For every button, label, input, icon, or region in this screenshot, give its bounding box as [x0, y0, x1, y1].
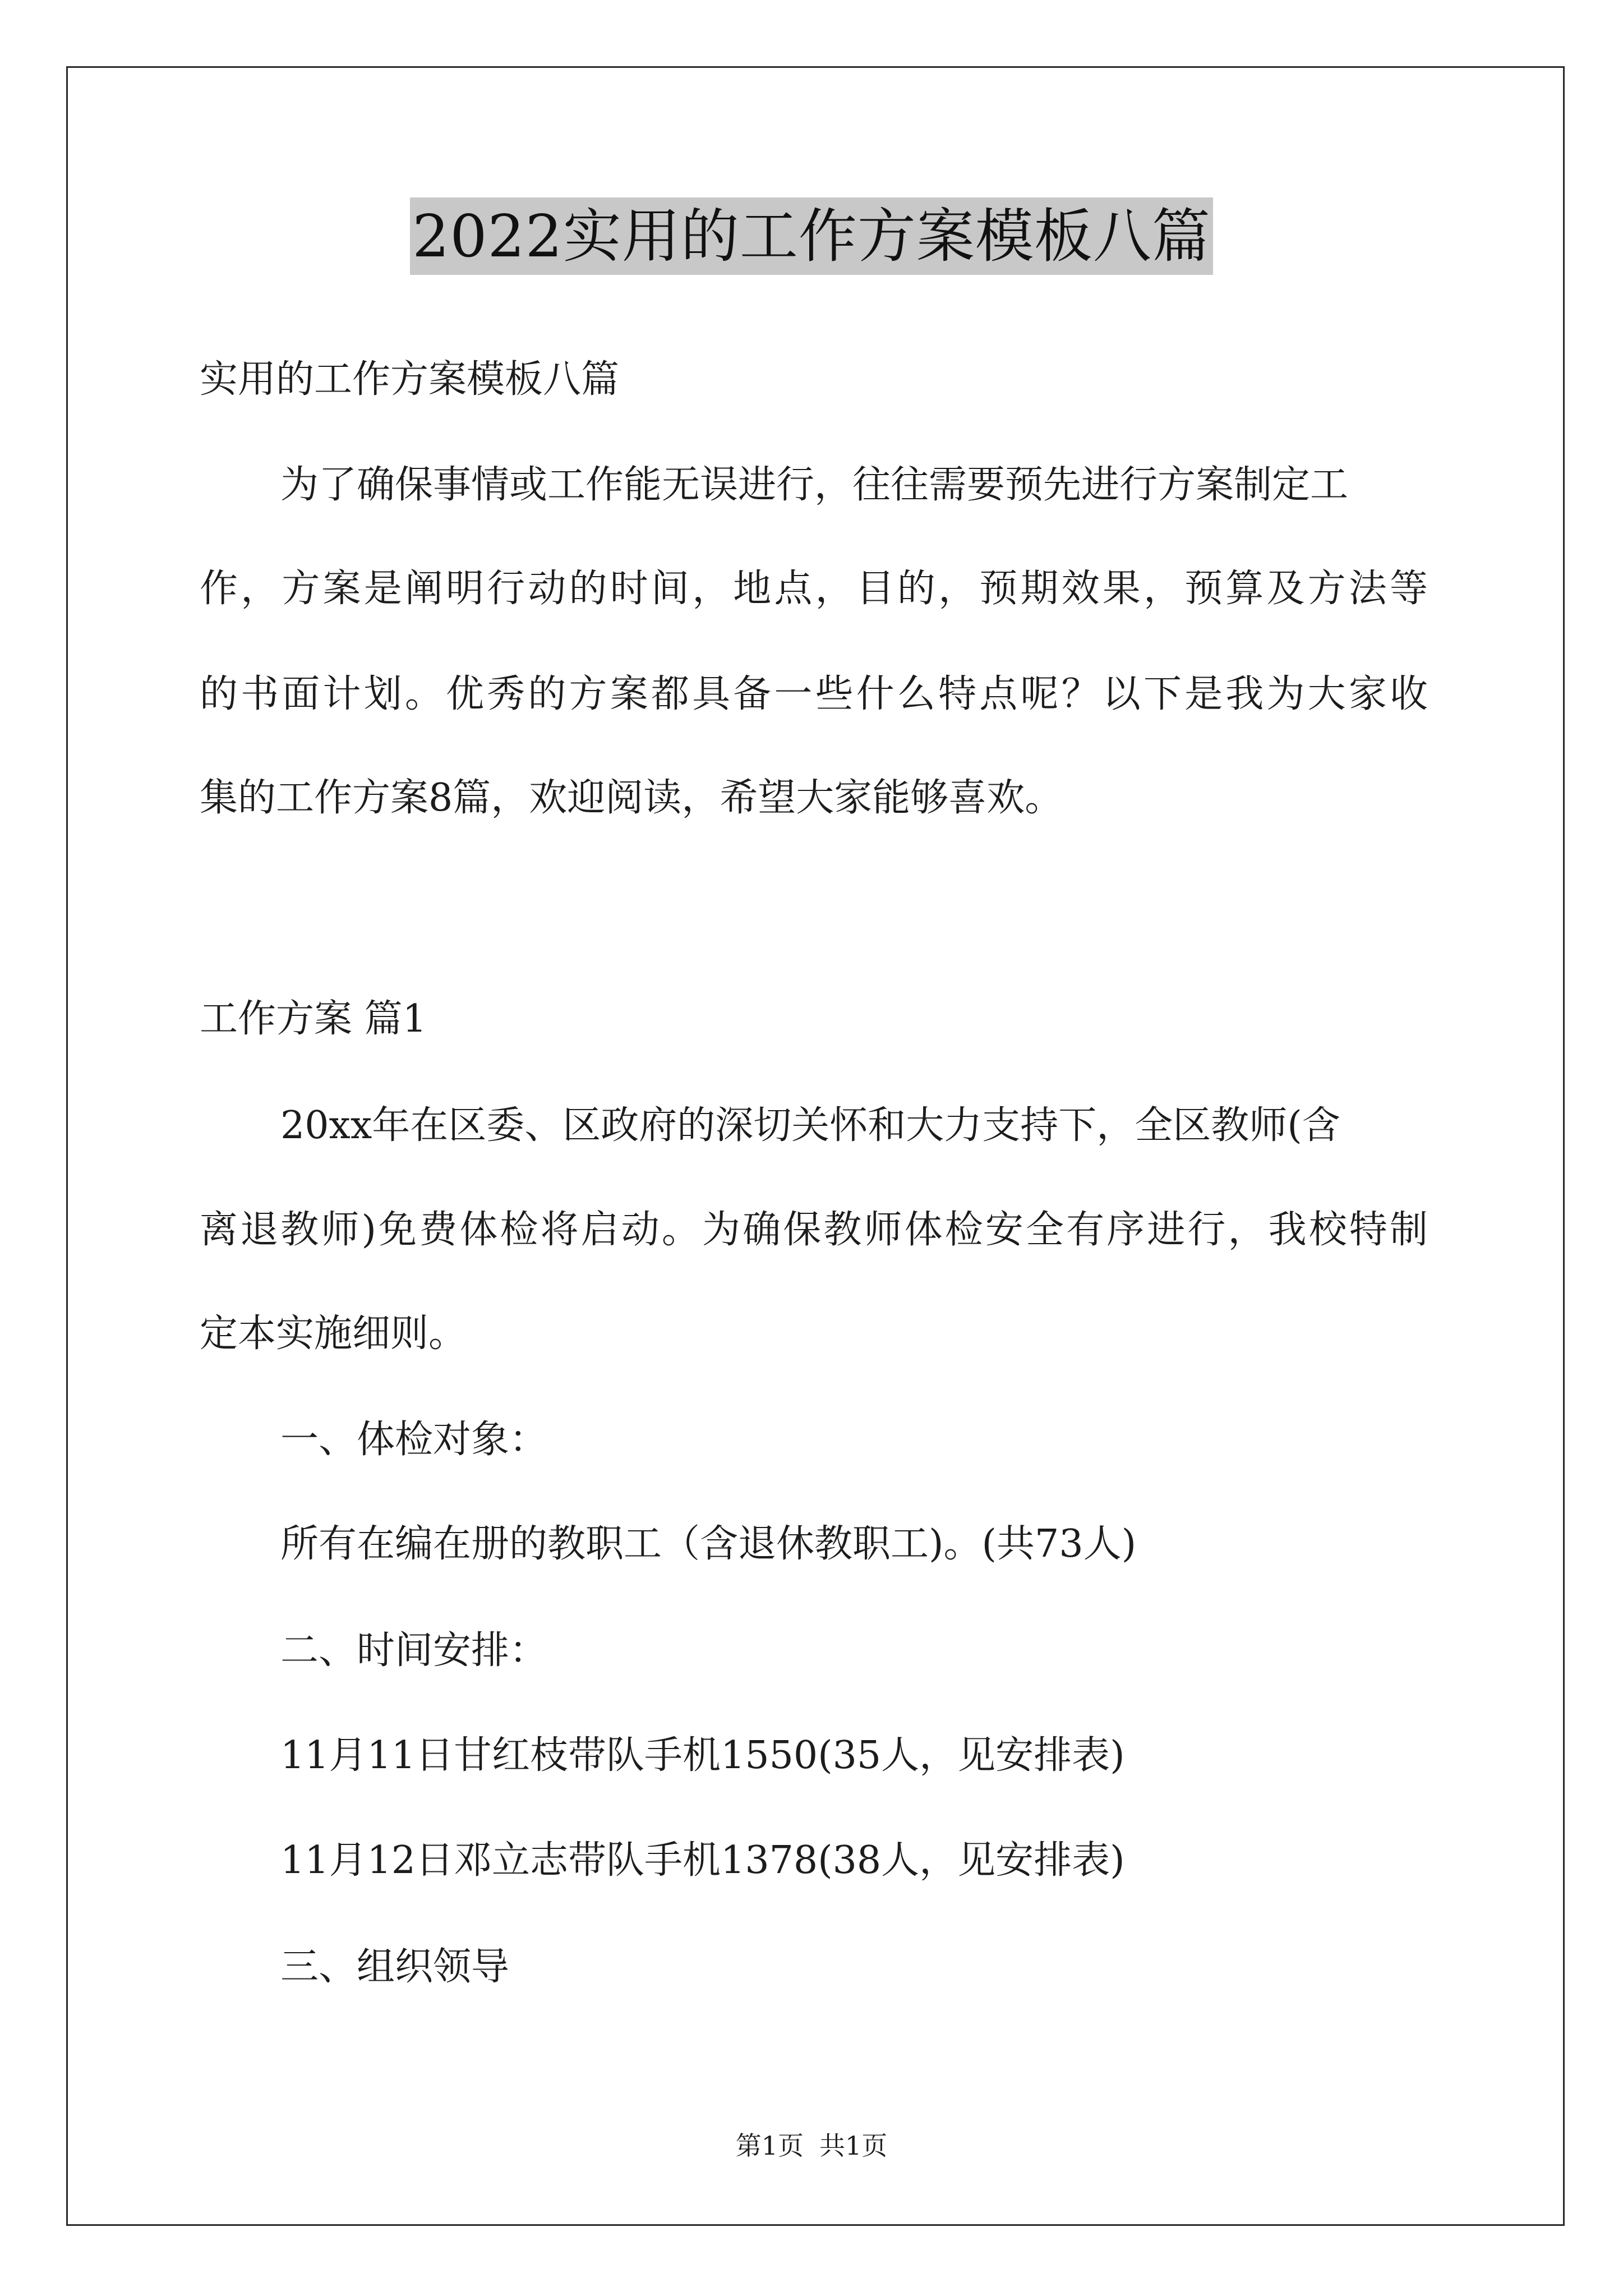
- page-number: 第1页: [735, 2131, 804, 2161]
- document-title: 2022实用的工作方案模板八篇: [410, 197, 1213, 275]
- intro-line-4: 集的工作方案8篇，欢迎阅读，希望大家能够喜欢。: [200, 776, 1063, 820]
- intro-line-1: 为了确保事情或工作能无误进行，往往需要预先进行方案制定工: [280, 463, 1349, 507]
- subtitle-line: 实用的工作方案模板八篇: [200, 357, 620, 402]
- intro-line-3: 的书面计划。优秀的方案都具备一些什么特点呢？以下是我为大家收: [200, 672, 1428, 716]
- list-heading-2: 二、时间安排：: [280, 1628, 548, 1673]
- body-line-3: 定本实施细则。: [200, 1312, 467, 1356]
- list-item-1: 所有在编在册的教职工（含退休教职工)。(共73人): [280, 1522, 1137, 1566]
- body-line-2: 离退教师)免费体检将启动。为确保教师体检安全有序进行，我校特制: [200, 1208, 1428, 1252]
- list-item-2: 11月11日甘红枝带队手机1550(35人，见安排表): [280, 1733, 1125, 1778]
- intro-line-2: 作，方案是阐明行动的时间，地点，目的，预期效果，预算及方法等: [200, 567, 1428, 611]
- page-total: 共1页: [819, 2131, 888, 2161]
- list-heading-3: 三、组织领导: [280, 1945, 510, 1989]
- page-footer: [0, 2129, 1623, 2162]
- list-item-3: 11月12日邓立志带队手机1378(38人，见安排表): [280, 1838, 1125, 1883]
- list-heading-1: 一、体检对象：: [280, 1418, 548, 1462]
- title-wrap: [0, 197, 1623, 275]
- section-heading: 工作方案 篇1: [200, 997, 427, 1041]
- body-line-1: 20xx年在区委、区政府的深切关怀和大力支持下，全区教师(含: [280, 1103, 1340, 1148]
